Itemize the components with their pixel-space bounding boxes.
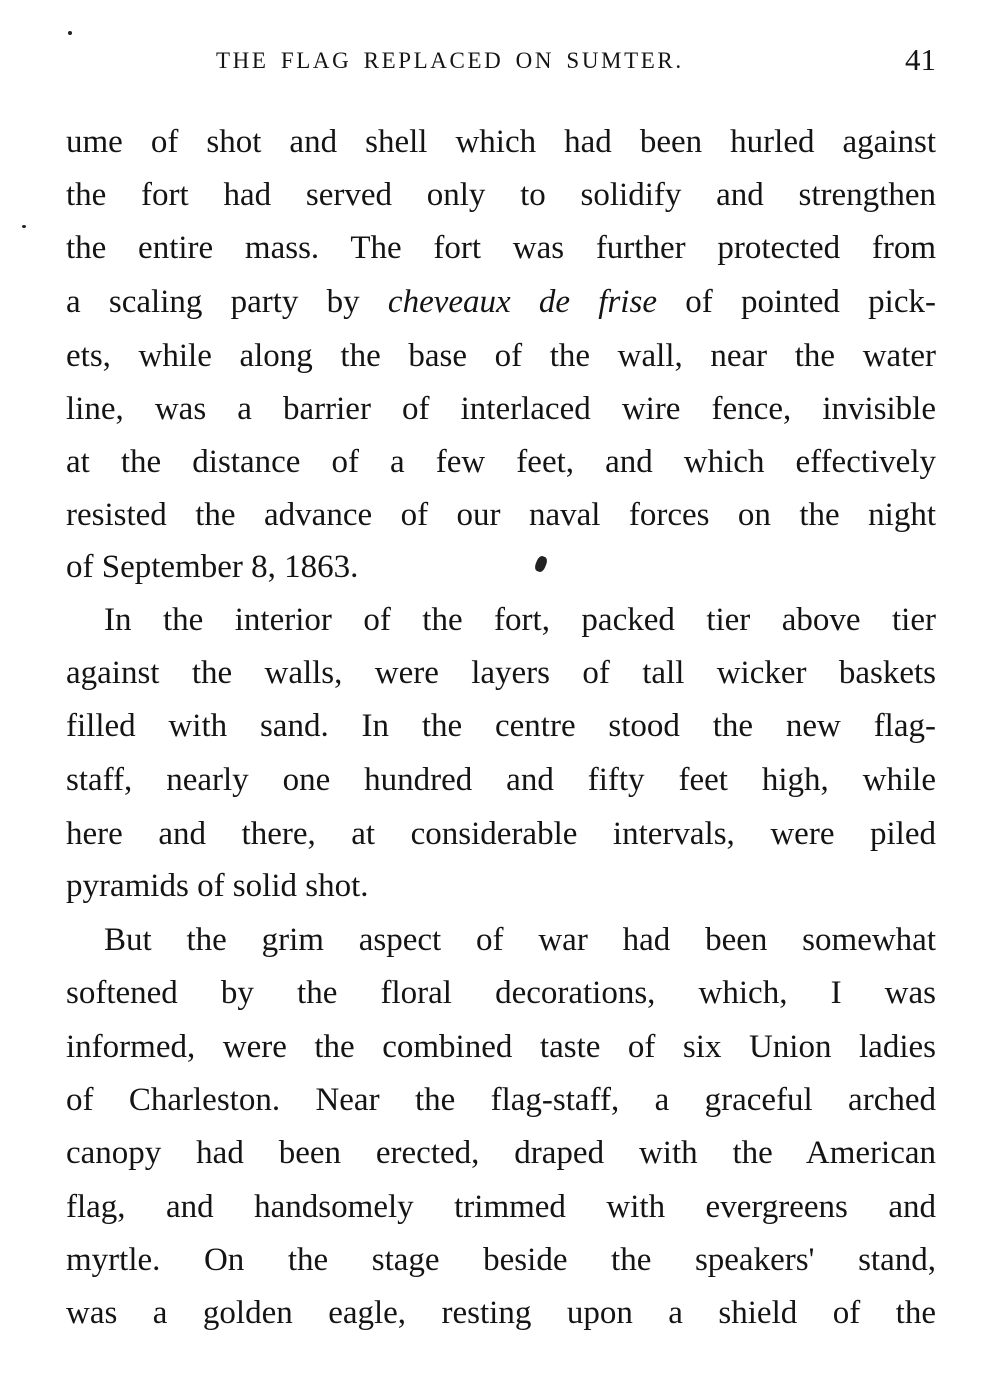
text-line: line, was a barrier of interlaced wire fence, invisible bbox=[66, 391, 936, 427]
text-line: In the interior of the fort, packed tier above tier bbox=[104, 602, 936, 638]
text-line: myrtle. On the stage beside the speakers' stand, bbox=[66, 1242, 936, 1278]
text-line: resisted the advance of our naval forces on the night bbox=[66, 497, 936, 533]
text-line: the fort had served only to solidify and strengthen bbox=[66, 177, 936, 213]
text-line: against the walls, were layers of tall wicker baskets bbox=[66, 655, 936, 691]
text-run: a scaling party by bbox=[66, 284, 388, 320]
text-line: filled with sand. In the centre stood the new flag- bbox=[66, 708, 936, 744]
page-number: 41 bbox=[905, 42, 936, 77]
text-line: here and there, at considerable intervals, were piled bbox=[66, 816, 936, 852]
text-line: But the grim aspect of war had been somewhat bbox=[104, 922, 936, 958]
ink-speck bbox=[22, 225, 26, 228]
text-run: of pointed pick- bbox=[656, 284, 936, 320]
running-head: THE FLAG REPLACED ON SUMTER. bbox=[216, 48, 684, 73]
text-line: staff, nearly one hundred and fifty feet high, while bbox=[66, 762, 936, 798]
text-line: pyramids of solid shot. bbox=[66, 868, 369, 904]
text-line bbox=[66, 282, 936, 322]
text-line: was a golden eagle, resting upon a shield of the bbox=[66, 1295, 936, 1331]
italic-term: cheveaux de frise bbox=[387, 284, 657, 320]
text-line: softened by the floral decorations, which, I was bbox=[66, 975, 936, 1011]
text-line: flag, and handsomely trimmed with evergreens and bbox=[66, 1189, 936, 1225]
text-line: the entire mass. The fort was further protected from bbox=[66, 230, 936, 266]
text-line: canopy had been erected, draped with the American bbox=[66, 1135, 936, 1171]
ink-speck bbox=[68, 31, 72, 35]
text-line: ets, while along the base of the wall, near the water bbox=[66, 338, 936, 374]
text-line: informed, were the combined taste of six Union ladies bbox=[66, 1029, 936, 1065]
text-line: at the distance of a few feet, and which effectively bbox=[66, 444, 936, 480]
page-header bbox=[66, 42, 936, 82]
text-line: of September 8, 1863. bbox=[66, 549, 359, 585]
text-line: ume of shot and shell which had been hurled against bbox=[66, 124, 936, 160]
text-line: of Charleston. Near the flag-staff, a graceful arched bbox=[66, 1082, 936, 1118]
